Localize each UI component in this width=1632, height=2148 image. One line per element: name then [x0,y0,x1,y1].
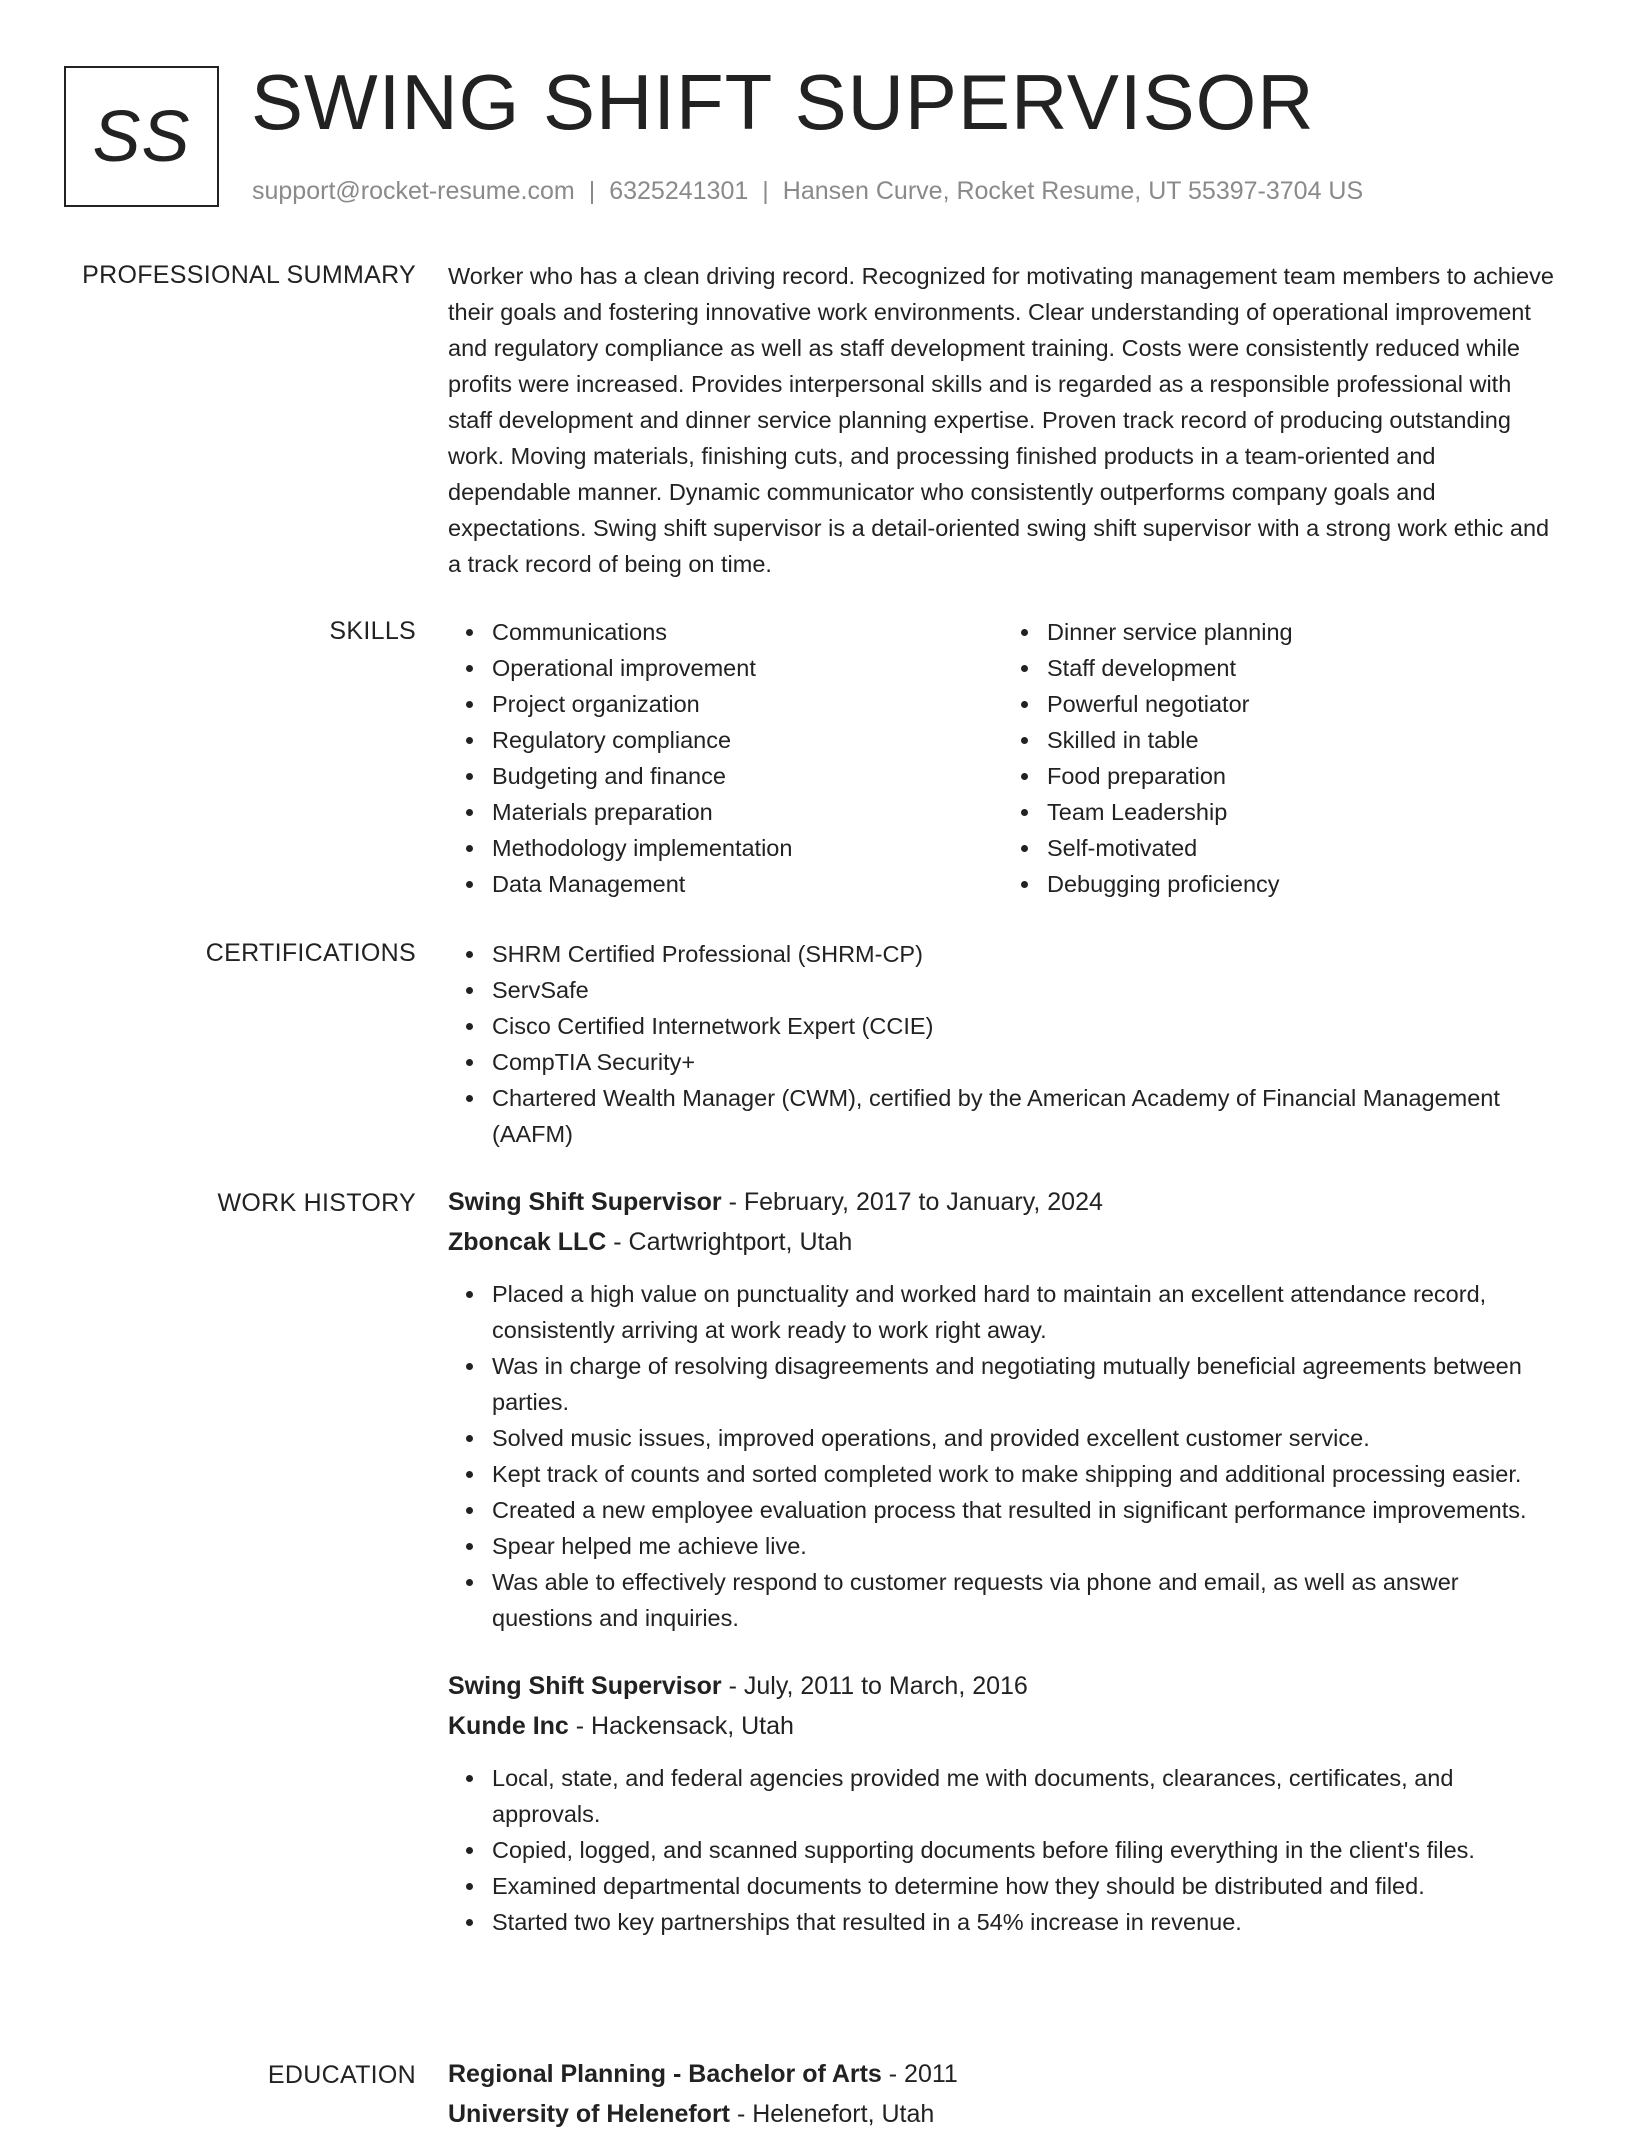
certifications-body [448,936,1558,1152]
skill-item: Data Management [492,866,1003,902]
job-entry [448,1182,1558,1636]
summary-heading: PROFESSIONAL SUMMARY [82,261,416,289]
skill-item: Team Leadership [1047,794,1558,830]
skills-list-right [1003,614,1558,902]
job-entry [448,1666,1558,1940]
work-history-body [448,1182,1558,1970]
contact-separator: | [762,177,769,205]
skill-item: Debugging proficiency [1047,866,1558,902]
job-location: - Hackensack, Utah [568,1712,794,1740]
job-dates: - February, 2017 to January, 2024 [721,1188,1103,1216]
contact-phone[interactable]: 6325241301 [609,177,749,205]
certifications-heading: CERTIFICATIONS [205,939,416,967]
skill-item: Methodology implementation [492,830,1003,866]
education-heading: EDUCATION [267,2061,416,2089]
skill-item: Operational improvement [492,650,1003,686]
job-bullet: Local, state, and federal agencies provided me with documents, clearances, certificates, and approvals. [492,1760,1558,1832]
job-bullet: Kept track of counts and sorted completed work to make shipping and additional processing easier. [492,1456,1558,1492]
education-school-line [448,2094,1558,2134]
education-location: - Helenefort, Utah [730,2100,935,2128]
certification-item: ServSafe [492,972,1558,1008]
job-title: Swing Shift Supervisor [448,1188,722,1216]
certification-item: CompTIA Security+ [492,1044,1558,1080]
job-title: Swing Shift Supervisor [448,1672,722,1700]
job-bullet: Started two key partnerships that resulted in a 54% increase in revenue. [492,1904,1558,1940]
job-location: - Cartwrightport, Utah [606,1228,853,1256]
skill-item: Self-motivated [1047,830,1558,866]
skill-item: Dinner service planning [1047,614,1558,650]
job-bullet: Placed a high value on punctuality and worked hard to maintain an excellent attendance record, consistently arriving at work ready to work right away. [492,1276,1558,1348]
job-bullet: Spear helped me achieve live. [492,1528,1558,1564]
skill-item: Food preparation [1047,758,1558,794]
contact-line [252,176,1363,206]
job-bullets [448,1276,1558,1636]
skill-item: Staff development [1047,650,1558,686]
skills-list-left [448,614,1003,902]
summary-text: Worker who has a clean driving record. Recognized for motivating management team members to achieve their goals and fostering innovative work environments. Clear understanding of operational improvement and regulatory compliance as well as staff development training. Costs were consistently reduced while profits were increased. Provides interpersonal skills and is regarded as a responsible professional with staff development and dinner service planning expertise. Proven track record of producing outstanding work. Moving materials, finishing cuts, and processing finished products in a team-oriented and dependable manner. Dynamic communicator who consistently outperforms company goals and expectations. Swing shift supervisor is a detail-oriented swing shift supervisor with a strong work ethic and a track record of being on time. [448,263,1554,577]
skill-item: Budgeting and finance [492,758,1003,794]
education-degree-line [448,2054,1558,2094]
job-bullets [448,1760,1558,1940]
skills-grid [448,614,1558,902]
job-title-line [448,1666,1558,1706]
certification-item: Chartered Wealth Manager (CWM), certified by the American Academy of Financial Management (AAFM) [492,1080,1558,1152]
job-bullet: Solved music issues, improved operations, and provided excellent customer service. [492,1420,1558,1456]
contact-separator: | [588,177,596,205]
job-bullet: Copied, logged, and scanned supporting documents before filing everything in the client's files. [492,1832,1558,1868]
skill-item: Materials preparation [492,794,1003,830]
certifications-list [448,936,1558,1152]
education-school: University of Helenefort [448,2100,731,2128]
contact-address: Hansen Curve, Rocket Resume, UT 55397-3704 US [782,177,1364,205]
skill-item: Regulatory compliance [492,722,1003,758]
monogram-box [64,66,219,207]
skills-heading: SKILLS [329,617,416,645]
skill-item: Communications [492,614,1003,650]
education-degree: Regional Planning - Bachelor of Arts [448,2060,882,2088]
education-year: - 2011 [881,2060,958,2088]
job-company: Zboncak LLC [448,1228,607,1256]
summary-body [448,258,1558,582]
job-company: Kunde Inc [448,1712,569,1740]
job-bullet: Examined departmental documents to determine how they should be distributed and filed. [492,1868,1558,1904]
certification-item: Cisco Certified Internetwork Expert (CCIE) [492,1008,1558,1044]
resume-name: SWING SHIFT SUPERVISOR [251,58,1315,146]
certification-item: SHRM Certified Professional (SHRM-CP) [492,936,1558,972]
job-company-line [448,1706,1558,1746]
monogram-initials: SS [92,96,191,177]
education-body [448,2054,1558,2148]
skill-item: Powerful negotiator [1047,686,1558,722]
skill-item: Project organization [492,686,1003,722]
job-bullet: Created a new employee evaluation process that resulted in significant performance improvements. [492,1492,1558,1528]
job-title-line [448,1182,1558,1222]
job-dates: - July, 2011 to March, 2016 [721,1672,1028,1700]
work-history-heading: WORK HISTORY [217,1189,416,1217]
skill-item: Skilled in table [1047,722,1558,758]
job-company-line [448,1222,1558,1262]
skills-body [448,614,1558,902]
contact-email[interactable]: support@rocket-resume.com [252,177,575,205]
job-bullet: Was in charge of resolving disagreements and negotiating mutually beneficial agreements between parties. [492,1348,1558,1420]
job-bullet: Was able to effectively respond to customer requests via phone and email, as well as answer questions and inquiries. [492,1564,1558,1636]
